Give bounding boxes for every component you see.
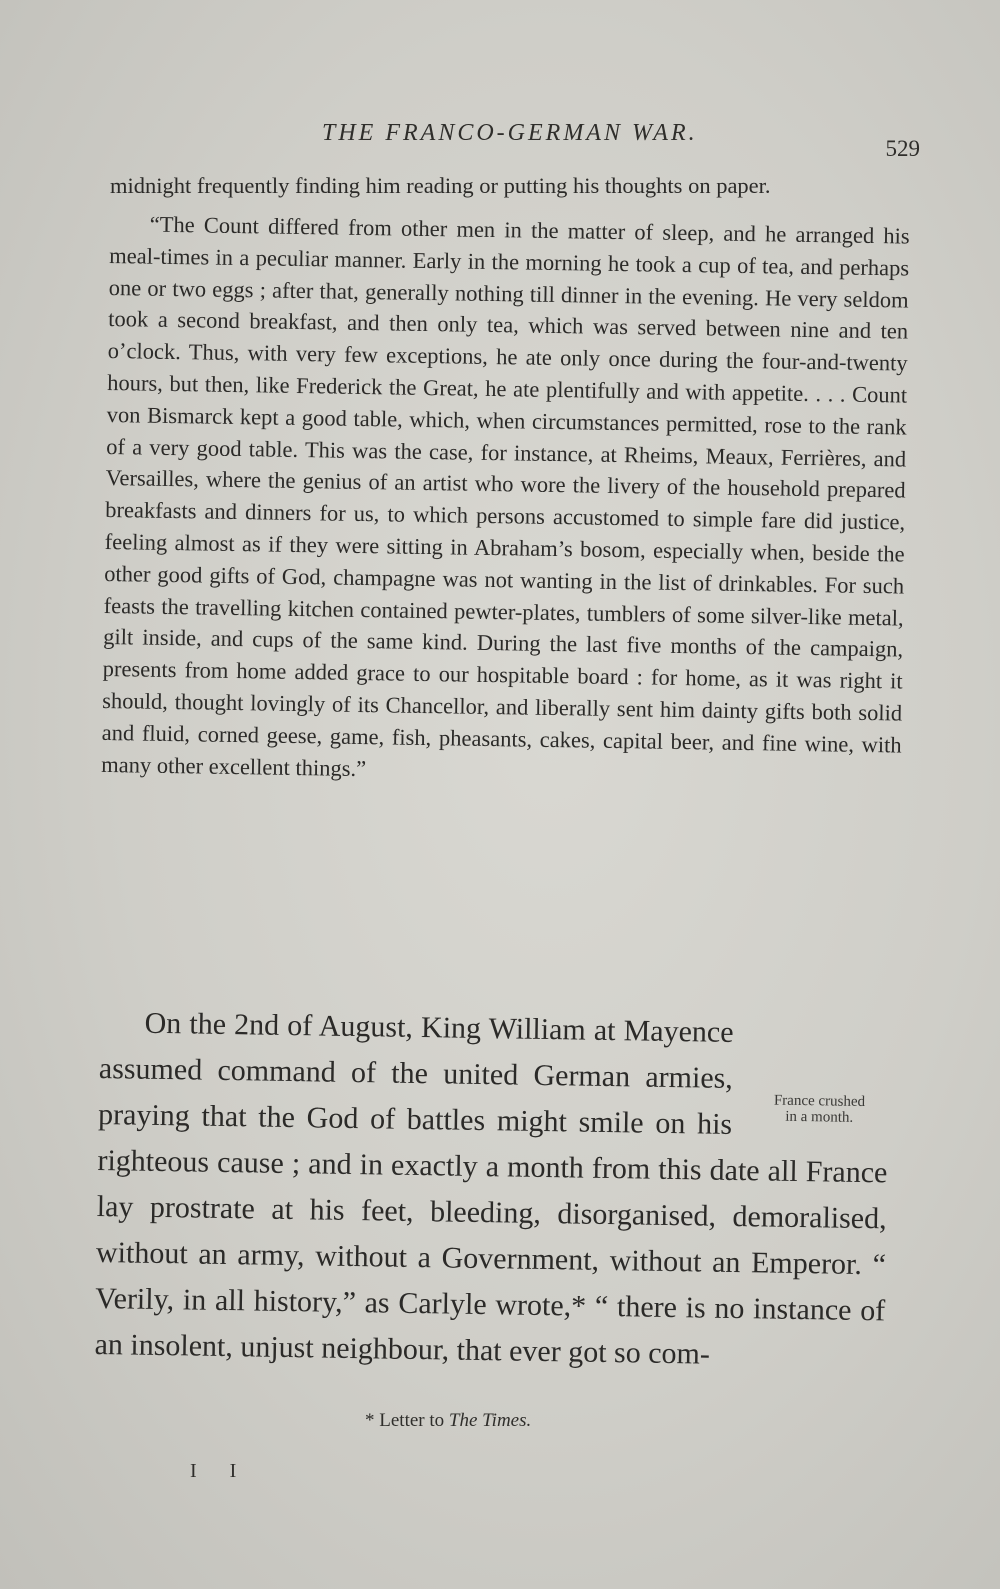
margin-note <box>744 1092 894 1126</box>
paragraph-quotation: “The Count differed from other men in the matter of sleep, and he arranged his meal-times in a peculiar manner. Early in the morning he took a cup of tea, and perhaps one or two eggs ; after that, generally nothing till dinner in the evening. He very seldom took a second breakfast, and then only tea, which was served between nine and ten o’clock. Thus, with very few exceptions, he ate only once during the four-and-twenty hours, but then, like Frederick the Great, he ate plentifully and with appetite. . . . Count von Bismarck kept a good table, which, when circumstances permitted, rose to the rank of a very good table. This was the case, for instance, at Rheims, Meaux, Ferrières, and Versailles, where the genius of an artist who wore the livery of the household prepared breakfasts and dinners for us, to which persons accustomed to simple fare did justice, feeling almost as if they were sitting in Abraham’s bosom, especially when, beside the other good gifts of God, champagne was not wanting in the list of drinkables. For such feasts the travelling kitchen contained pewter-plates, tumblers of some silver-like metal, gilt inside, and cups of the same kind. During the last five months of the campaign, presents from home added grace to our hospitable board : for home, as it was right it should, thought lovingly of its Chancellor, and liberally sent him dainty gifts both solid and fluid, corned geese, game, fish, pheasants, cakes, capital beer, and fine wine, with many other excellent things.” <box>101 211 910 781</box>
footnote <box>365 1410 531 1432</box>
paragraph-main <box>94 1000 890 1380</box>
paragraph-continuation: midnight frequently finding him reading or putting his thoughts on paper. <box>110 173 771 198</box>
page-header <box>110 120 920 160</box>
page-number: 529 <box>885 136 920 161</box>
signature-mark: I I <box>190 1460 251 1482</box>
margin-note-line-2: in a month. <box>785 1108 854 1126</box>
footnote-publication: The Times. <box>448 1410 532 1431</box>
body-text <box>101 170 910 781</box>
running-title: THE FRANCO-GERMAN WAR. <box>322 120 698 146</box>
margin-note-line-1: France crushed <box>773 1092 866 1111</box>
footnote-text: * Letter to <box>365 1410 445 1431</box>
paragraph-main-text: On the 2nd of August, King William at Mayence assumed command of the united German armies, praying that the God of battles might smile on his righteous cause ; and in exactly a month from this date all France lay prostrate at his feet, bleeding, disorganised, demoralised, without an army, without a Government, without an Emperor. “ Verily, in all history,” as Carlyle wrote,* “ there is no instance of an insolent, unjust neighbour, that ever got so com- <box>94 1006 888 1371</box>
